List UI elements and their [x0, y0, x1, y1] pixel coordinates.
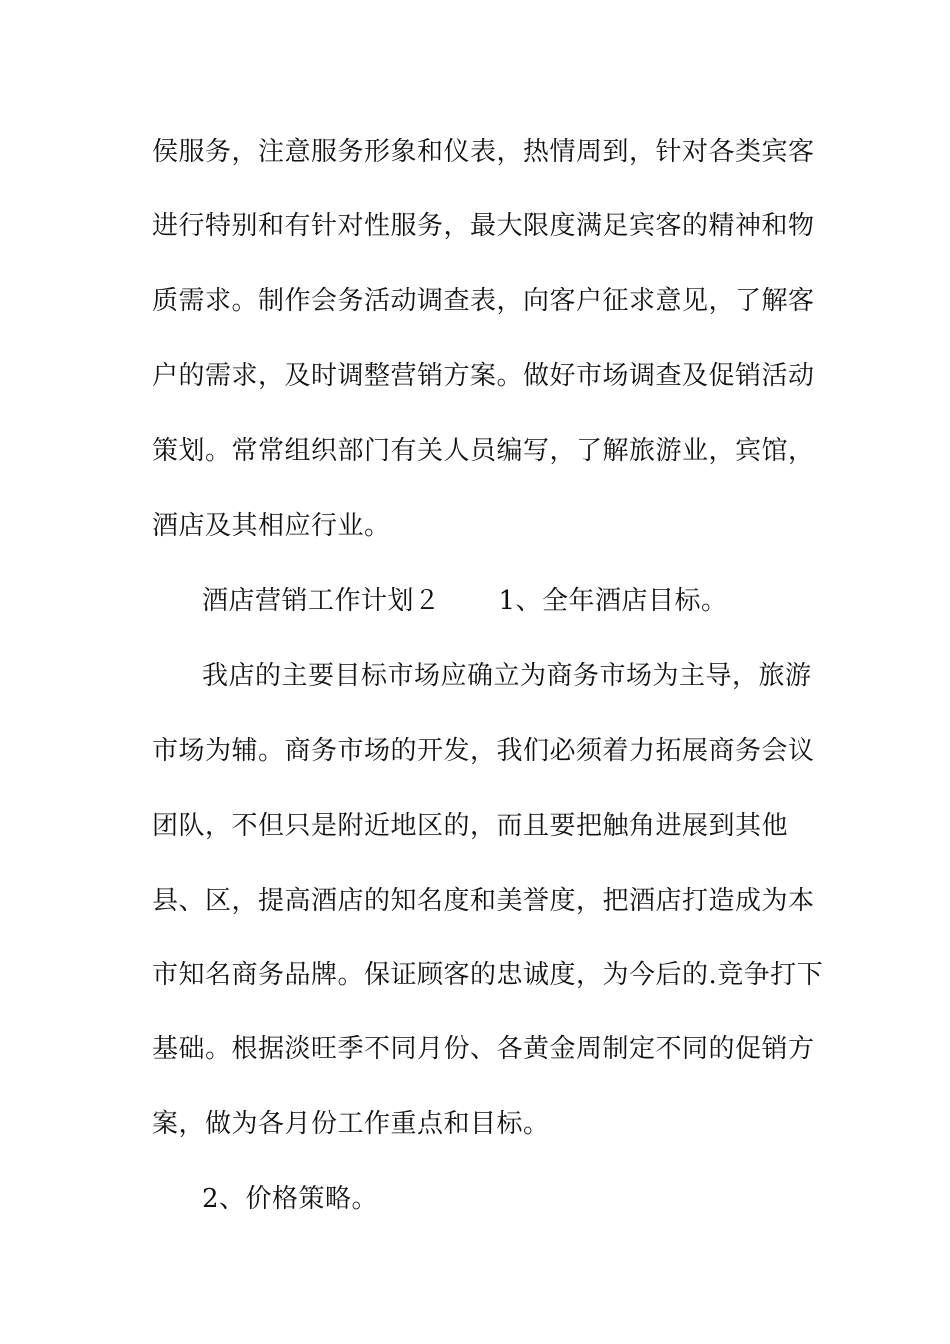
paragraph-line: 策划。常常组织部门有关人员编写，了解旅游业，宾馆， [152, 436, 815, 466]
paragraph-line: 户的需求，及时调整营销方案。做好市场调查及促销活动 [152, 361, 815, 391]
paragraph-line: 进行特别和有针对性服务，最大限度满足宾客的精神和物 [152, 211, 815, 241]
list-item-heading: 2、价格策略。 [202, 1184, 379, 1214]
paragraph-line: 团队，不但只是附近地区的，而且要把触角进展到其他 [152, 811, 789, 841]
paragraph-line: 质需求。制作会务活动调查表，向客户征求意见，了解客 [152, 286, 815, 316]
paragraph-line: 案，做为各月份工作重点和目标。 [152, 1109, 550, 1139]
paragraph-line: 基础。根据淡旺季不同月份、各黄金周制定不同的促销方 [152, 1034, 815, 1064]
paragraph-line: 市知名商务品牌。保证顾客的忠诚度，为今后的.竞争打下 [152, 960, 824, 990]
paragraph-line: 侯服务，注意服务形象和仪表，热情周到，针对各类宾客 [152, 137, 815, 167]
paragraph-line: 我店的主要目标市场应确立为商务市场为主导，旅游 [202, 661, 812, 691]
paragraph-line: 县、区，提高酒店的知名度和美誉度，把酒店打造成为本 [152, 886, 815, 916]
heading-item: 1、全年酒店目标。 [498, 586, 728, 616]
paragraph-line: 酒店及其相应行业。 [152, 511, 391, 541]
section-heading [202, 585, 728, 617]
paragraph-line: 市场为辅。商务市场的开发，我们必须着力拓展商务会议 [152, 736, 815, 766]
heading-title: 酒店营销工作计划２ [202, 586, 441, 616]
